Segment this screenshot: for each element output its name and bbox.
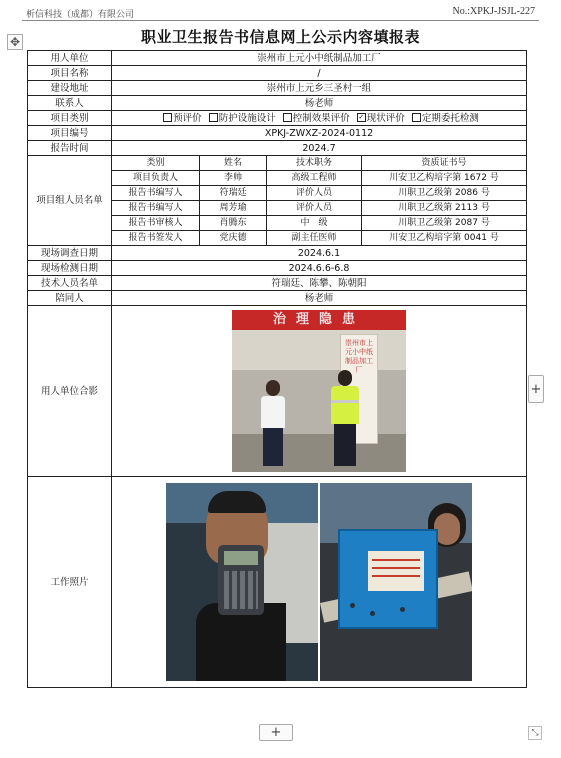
employer-value[interactable]: 崇州市上元小中纸制品加工厂 [112, 51, 527, 66]
disclosure-form-table [27, 50, 527, 688]
checkbox-icon[interactable] [209, 113, 218, 122]
row-survey-date [28, 246, 527, 261]
photo-sign-text: 崇州市上元小中纸制品加工厂 [345, 339, 373, 374]
team-cert[interactable]: 川安卫乙构培字第 1672 号 [362, 171, 527, 186]
employer-label: 用人单位 [28, 51, 112, 66]
report-time-value[interactable]: 2024.7 [112, 141, 527, 156]
photo-banner-text: 治理隐患 [272, 312, 365, 327]
team-cert[interactable]: 川安卫乙构培字第 0041 号 [362, 231, 527, 246]
row-group-photo [28, 306, 527, 477]
team-title[interactable]: 中 级 [267, 216, 362, 231]
team-role[interactable]: 报告书签发人 [112, 231, 200, 246]
team-header-row [28, 156, 527, 171]
team-role[interactable]: 项目负责人 [112, 171, 200, 186]
team-name[interactable]: 符瑞廷 [200, 186, 267, 201]
team-header-role: 类别 [112, 156, 200, 171]
team-header-cert: 资质证书号 [362, 156, 527, 171]
photo-banner [232, 310, 406, 330]
survey-date-value[interactable]: 2024.6.1 [112, 246, 527, 261]
row-address [28, 81, 527, 96]
work-photo-cell [112, 477, 527, 688]
team-title[interactable]: 评价人员 [267, 186, 362, 201]
category-options [112, 111, 527, 126]
team-header-name: 姓名 [200, 156, 267, 171]
tech-staff-value[interactable]: 符瑞廷、陈攀、陈朝阳 [112, 276, 527, 291]
survey-date-label: 现场调查日期 [28, 246, 112, 261]
work-photo-noise-meter[interactable] [166, 483, 318, 681]
tech-staff-label: 技术人员名单 [28, 276, 112, 291]
category-option-control-effect[interactable]: 控制效果评价 [279, 113, 350, 124]
detect-date-label: 现场检测日期 [28, 261, 112, 276]
photo-person-left [258, 380, 288, 466]
group-photo-image[interactable] [232, 310, 406, 472]
row-tech-staff [28, 276, 527, 291]
contact-label: 联系人 [28, 96, 112, 111]
row-category [28, 111, 527, 126]
header-divider [22, 20, 539, 21]
sound-level-meter [218, 545, 264, 615]
row-contact [28, 96, 527, 111]
project-name-value[interactable]: / [112, 66, 527, 81]
add-row-button[interactable]: + [259, 724, 293, 741]
team-role[interactable]: 报告书编写人 [112, 201, 200, 216]
dust-sampler-device [338, 529, 438, 629]
detect-date-value[interactable]: 2024.6.6-6.8 [112, 261, 527, 276]
address-label: 建设地址 [28, 81, 112, 96]
team-cert[interactable]: 川职卫乙级第 2113 号 [362, 201, 527, 216]
work-photo-sampler[interactable] [320, 483, 472, 681]
category-option-status-evaluation[interactable]: ✓ 现状评价 [358, 112, 405, 124]
group-photo-label: 用人单位合影 [28, 306, 112, 477]
row-employer [28, 51, 527, 66]
row-work-photo [28, 477, 527, 688]
form-title: 职业卫生报告书信息网上公示内容填报表 [140, 28, 420, 46]
row-project-no [28, 126, 527, 141]
company-name: 析信科技（成都）有限公司 [26, 10, 135, 20]
group-photo-cell [112, 306, 527, 477]
checkbox-checked-icon[interactable]: ✓ [358, 112, 365, 121]
row-report-time [28, 141, 527, 156]
checkbox-icon[interactable] [283, 113, 292, 122]
photo-person-right [328, 370, 362, 466]
team-role[interactable]: 报告书审核人 [112, 216, 200, 231]
category-option-pre-evaluation[interactable]: 预评价 [159, 113, 202, 124]
team-title[interactable]: 高级工程师 [267, 171, 362, 186]
team-name[interactable]: 周芳瑜 [200, 201, 267, 216]
table-resize-handle-icon[interactable]: ⤡ [528, 726, 542, 740]
checkbox-icon[interactable] [412, 113, 421, 122]
add-column-button[interactable]: + [528, 375, 544, 403]
project-name-label: 项目名称 [28, 66, 112, 81]
team-label: 项目组人员名单 [28, 156, 112, 246]
table-move-handle-icon[interactable]: ✥ [7, 34, 23, 50]
project-no-label: 项目编号 [28, 126, 112, 141]
escort-value[interactable]: 杨老师 [112, 291, 527, 306]
team-name[interactable]: 肖腾东 [200, 216, 267, 231]
project-no-value[interactable]: XPKJ-ZWXZ-2024-0112 [112, 126, 527, 141]
team-cert[interactable]: 川职卫乙级第 2087 号 [362, 216, 527, 231]
row-escort [28, 291, 527, 306]
row-detect-date [28, 261, 527, 276]
team-title[interactable]: 评价人员 [267, 201, 362, 216]
category-option-periodic-testing[interactable]: 定期委托检测 [408, 113, 479, 124]
report-time-label: 报告时间 [28, 141, 112, 156]
checkbox-icon[interactable] [163, 113, 172, 122]
row-project-name [28, 66, 527, 81]
contact-value[interactable]: 杨老师 [112, 96, 527, 111]
escort-label: 陪同人 [28, 291, 112, 306]
document-number: No.:XPKJ-JSJL-227 [452, 6, 535, 17]
category-label: 项目类别 [28, 111, 112, 126]
address-value[interactable]: 崇州市上元乡三圣村一组 [112, 81, 527, 96]
team-name[interactable]: 党庆德 [200, 231, 267, 246]
team-role[interactable]: 报告书编写人 [112, 186, 200, 201]
team-title[interactable]: 副主任医师 [267, 231, 362, 246]
team-name[interactable]: 李帅 [200, 171, 267, 186]
team-cert[interactable]: 川职卫乙级第 2086 号 [362, 186, 527, 201]
team-header-title: 技术职务 [267, 156, 362, 171]
category-option-protection-design[interactable]: 防护设施设计 [205, 113, 276, 124]
work-photo-label: 工作照片 [28, 477, 112, 688]
